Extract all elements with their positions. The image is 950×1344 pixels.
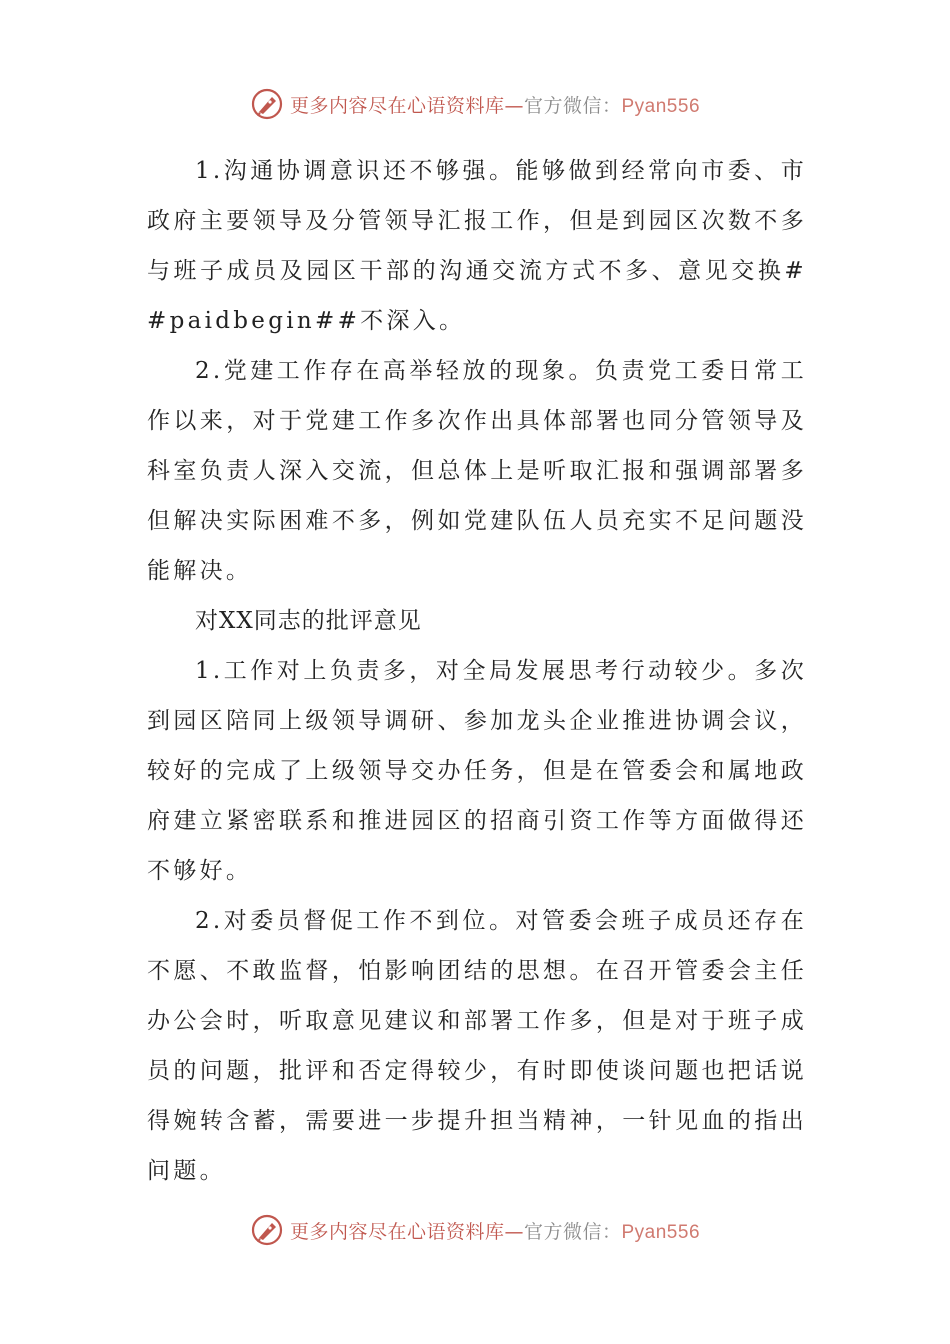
- section-heading: 对XX同志的批评意见: [195, 608, 422, 634]
- paragraph-4: 2.对委员督促工作不到位。对管委会班子成员还存在不愿、不敢监督，怕影响团结的思想。在召开管委会主任办公会时，听取意见建议和部署工作多，但是对于班子成员的问题，批评和否定得较少，有时即使谈问题也把话说得婉转含蓄，需要进一步提升担当精神，一针见血的指出问题。: [147, 908, 807, 1184]
- watermark-separator: —: [504, 94, 524, 117]
- watermark-text: [290, 91, 700, 118]
- paragraph-1: 1.沟通协调意识还不够强。能够做到经常向市委、市政府主要领导及分管领导汇报工作，但是到园区次数不多与班子成员及园区干部的沟通交流方式不多、意见交换##paidbegin##不深入。: [147, 158, 807, 334]
- pen-nib-logo-icon: [250, 87, 284, 121]
- watermark-wechat-id: Pyan556: [621, 1221, 701, 1243]
- document-body: [147, 146, 807, 1196]
- watermark-wechat-id: Pyan556: [621, 95, 701, 117]
- watermark-official-label: 官方微信：: [523, 94, 622, 117]
- watermark-text: [290, 1217, 700, 1244]
- watermark-brand: 更多内容尽在心语资料库: [289, 94, 505, 117]
- watermark-official-label: 官方微信：: [523, 1220, 622, 1243]
- pen-nib-logo-icon: [250, 1213, 284, 1247]
- watermark-brand: 更多内容尽在心语资料库: [289, 1220, 505, 1243]
- paragraph-2: 2.党建工作存在高举轻放的现象。负责党工委日常工作以来，对于党建工作多次作出具体部署也同分管领导及科室负责人深入交流，但总体上是听取汇报和强调部署多但解决实际困难不多，例如党建队伍人员充实不足问题没能解决。: [147, 358, 807, 584]
- footer-watermark: [0, 1210, 950, 1250]
- paragraph-3: 1.工作对上负责多，对全局发展思考行动较少。多次到园区陪同上级领导调研、参加龙头企业推进协调会议，较好的完成了上级领导交办任务，但是在管委会和属地政府建立紧密联系和推进园区的招商引资工作等方面做得还不够好。: [147, 658, 807, 884]
- header-watermark: [0, 84, 950, 124]
- watermark-separator: —: [504, 1220, 524, 1243]
